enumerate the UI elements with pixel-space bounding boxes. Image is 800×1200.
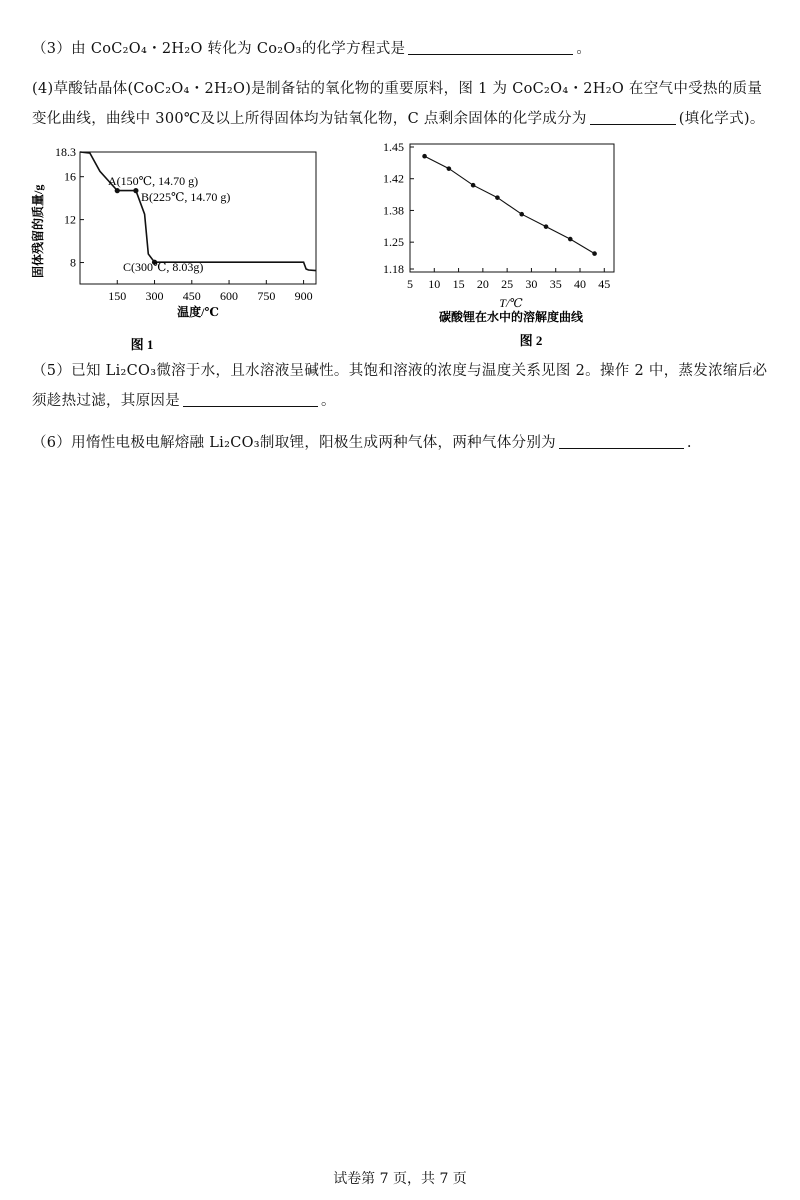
answer-blank[interactable] xyxy=(183,388,318,407)
y-tick-label: 1.42 xyxy=(383,171,404,186)
fig2-title: 碳酸锂在水中的溶解度曲线 xyxy=(438,310,584,324)
y-tick-label: 1.18 xyxy=(383,262,404,276)
question-5: （5）已知 Li₂CO₃微溶于水，且水溶液呈碱性。其饱和溶液的浓度与温度关系见图 2。操作 2 中，蒸发浓缩后必须趁热过滤，其原因是 。 xyxy=(32,363,768,409)
annotation-b: B(225℃, 14.70 g) xyxy=(141,190,231,204)
data-point xyxy=(133,188,138,193)
question-number: （3） xyxy=(32,41,72,57)
y-tick-label: 12 xyxy=(64,212,76,227)
data-point xyxy=(568,237,573,242)
question-text: 草酸钴晶体(CoC₂O₄・2H₂O)是制备钴的氧化物的重要原料，图 1 为 CoC₂O₄・2H₂O 在空气中受热的质量变化曲线，曲线中 300℃及以上所得固体均为钴氧化物，C 点剩余固体的化学成分为 xyxy=(32,81,763,127)
data-point xyxy=(471,183,476,188)
data-point xyxy=(115,188,120,193)
x-tick-label: 300 xyxy=(145,289,164,303)
y-tick-label: 8 xyxy=(70,255,76,270)
data-point xyxy=(447,166,452,171)
figure-2 xyxy=(383,140,614,348)
fig2-caption: 图 2 xyxy=(519,333,543,348)
question-text: 已知 Li₂CO₃微溶于水，且水溶液呈碱性。其饱和溶液的浓度与温度关系见图 2。操作 2 中，蒸发浓缩后必须趁热过滤，其原因是 xyxy=(32,363,768,409)
y-tick-label: 1.25 xyxy=(383,235,404,250)
x-tick-label: 30 xyxy=(525,277,538,291)
data-point xyxy=(495,195,500,200)
data-point xyxy=(544,224,549,229)
answer-blank[interactable] xyxy=(408,36,573,55)
annotation-a: A(150℃, 14.70 g) xyxy=(108,174,199,188)
answer-blank[interactable] xyxy=(559,430,684,449)
question-number: （6） xyxy=(32,435,72,451)
x-tick-label: 35 xyxy=(549,277,562,291)
fig1-caption: 图 1 xyxy=(130,337,154,352)
question-4: (4)草酸钴晶体(CoC₂O₄・2H₂O)是制备钴的氧化物的重要原料，图 1 为 CoC₂O₄・2H₂O 在空气中受热的质量变化曲线，曲线中 300℃及以上所得固体均为钴氧化物，C 点剩余固体的化学成分为 (填化学式)。 xyxy=(32,81,765,127)
y-tick-label: 1.38 xyxy=(383,203,404,218)
x-tick-label: 5 xyxy=(407,277,413,291)
x-tick-label: 10 xyxy=(428,277,441,291)
question-6: （6）用惰性电极电解熔融 Li₂CO₃制取锂，阳极生成两种气体，两种气体分别为 . xyxy=(32,428,772,458)
data-point xyxy=(422,154,427,159)
figures-svg xyxy=(30,138,770,360)
figures xyxy=(30,138,770,360)
annotation-c: C(300℃, 8.03g) xyxy=(123,260,204,274)
x-tick-label: 20 xyxy=(476,277,489,291)
page-footer: 试卷第 7 页，共 7 页 xyxy=(333,1171,467,1187)
answer-blank[interactable] xyxy=(590,106,676,125)
y-tick-label: 16 xyxy=(64,169,76,184)
fig1-x-label: 温度/℃ xyxy=(177,305,219,319)
fig1-curve xyxy=(80,152,316,271)
question-text: 由 CoC₂O₄・2H₂O 转化为 Co₂O₃的化学方程式是 xyxy=(71,41,406,57)
question-3: （3）由 CoC₂O₄・2H₂O 转化为 Co₂O₃的化学方程式是 。 xyxy=(32,34,772,64)
fig2-x-label: T/℃ xyxy=(499,296,523,310)
x-tick-label: 600 xyxy=(220,289,239,303)
x-tick-label: 15 xyxy=(452,277,465,291)
question-text: 用惰性电极电解熔融 Li₂CO₃制取锂，阳极生成两种气体，两种气体分别为 xyxy=(71,435,556,451)
question-number: （5） xyxy=(32,363,72,379)
x-tick-label: 40 xyxy=(574,277,586,291)
x-tick-label: 750 xyxy=(257,289,276,303)
figure-1 xyxy=(30,145,316,352)
fig1-y-label: 固体残留的质量/g xyxy=(31,184,45,278)
question-number: (4) xyxy=(32,81,54,97)
x-tick-label: 150 xyxy=(108,289,127,303)
x-tick-label: 900 xyxy=(294,289,313,303)
y-tick-label: 18.3 xyxy=(55,145,76,159)
x-tick-label: 45 xyxy=(598,277,611,291)
data-point xyxy=(519,212,524,217)
y-tick-label: 1.45 xyxy=(383,140,404,154)
data-point xyxy=(592,251,597,256)
x-tick-label: 25 xyxy=(501,277,514,291)
x-tick-label: 450 xyxy=(182,289,201,303)
